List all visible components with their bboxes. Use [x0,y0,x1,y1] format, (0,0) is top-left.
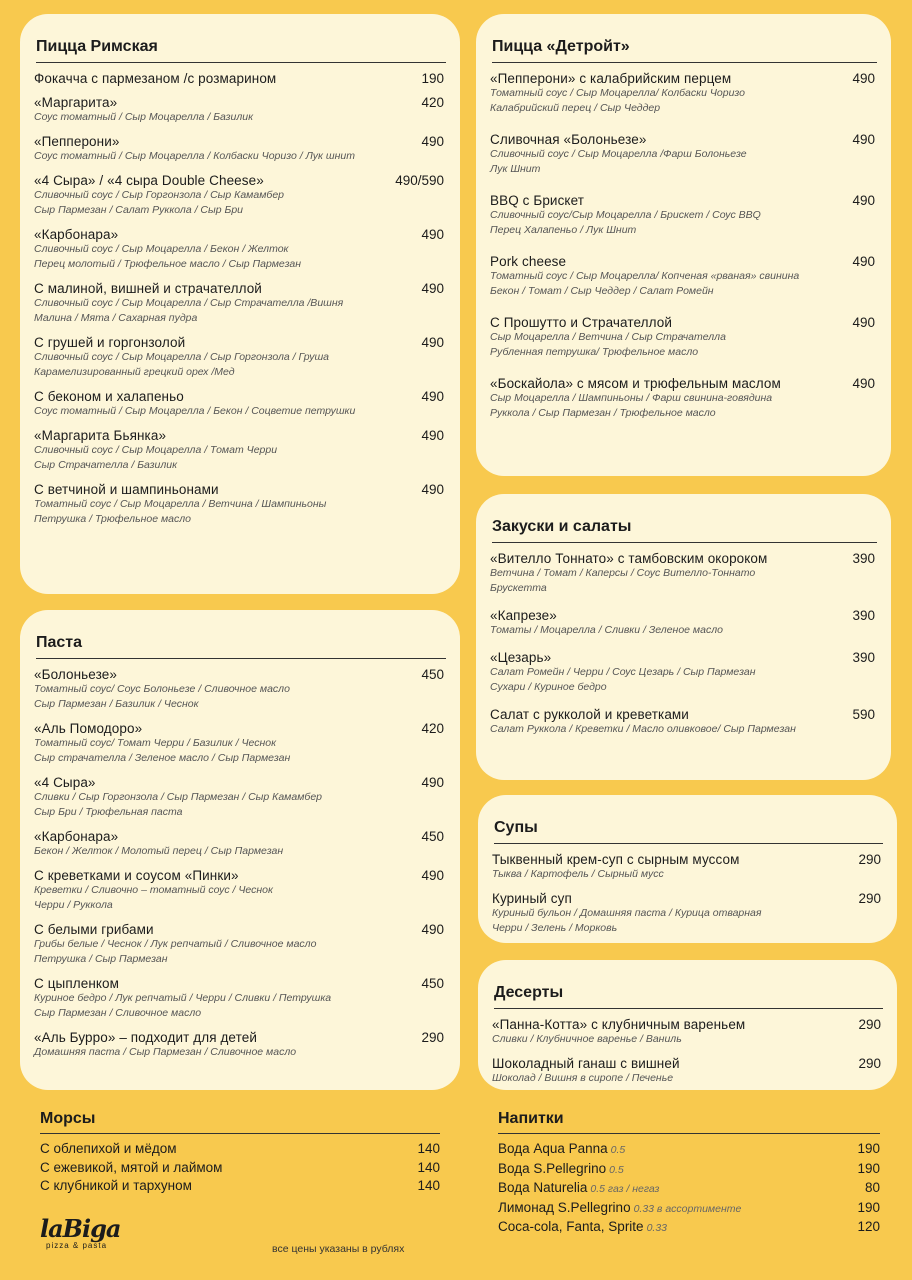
item-name: Вода S.Pellegrino [498,1160,607,1176]
morsy-section [40,1110,440,1196]
drink-item [40,1159,440,1178]
items [490,71,877,421]
item-description: Салат Руккола / Креветки / Масло оливковое/ Сыр Пармезан [490,723,796,735]
item-description: Куриный бульон / Домашняя паста / Курица отварная Черри / Зелень / Морковь [492,907,762,934]
item-price: 490 [421,428,444,443]
item-price: 490 [852,193,875,208]
menu-item [34,71,446,86]
item-price: 490 [421,335,444,350]
item-name: «Аль Помодоро» [34,721,143,736]
section-title: Супы [494,819,883,844]
item-name: «Маргарита Бьянка» [34,428,167,443]
item-name: Вода Aqua Panna [498,1141,608,1156]
item-name: «Цезарь» [490,650,552,665]
item-name: С малиной, вишней и страчателлой [34,281,262,296]
menu-item [34,173,446,218]
drink-item [40,1140,440,1159]
section-title: Напитки [498,1110,880,1134]
item-price: 390 [852,650,875,665]
item-price: 490 [852,71,875,86]
item-name: «Болоньезе» [34,667,117,682]
drink-item [40,1177,440,1196]
item-name: С беконом и халапеньо [34,389,184,404]
items [492,852,883,936]
menu-item [490,551,877,596]
item-price: 490 [852,315,875,330]
menu-item [492,1056,883,1086]
item-description: Томатный соус / Сыр Моцарелла/ Копченая «рваная» свинина Бекон / Томат / Сыр Чеддер / Салат Ромейн [490,270,800,297]
item-description: Домашняя паста / Сыр Пармезан / Сливочное масло [34,1046,297,1058]
roman-pizza-section [20,14,460,594]
item-name: Салат с рукколой и креветками [490,707,689,722]
item-price: 120 [857,1219,880,1234]
item-name: «Боскайола» с мясом и трюфельным маслом [490,376,781,391]
item-price: 140 [417,1159,440,1175]
detroit-pizza-section [476,14,891,476]
menu-item [34,389,446,419]
item-price: 490 [421,389,444,404]
menu-item [34,227,446,272]
menu-item [492,1017,883,1047]
item-name: «Пепперони» [34,134,120,149]
item-description: Соус томатный / Сыр Моцарелла / Базилик [34,111,254,123]
menu-item [490,71,877,116]
section-title: Закуски и салаты [492,518,877,543]
drink-item [498,1160,880,1180]
item-price: 490 [421,482,444,497]
menu-item [34,134,446,164]
item-price: 390 [852,551,875,566]
item-price: 490 [421,281,444,296]
item-description: Сливки / Сыр Горгонзола / Сыр Пармезан / Сыр Камамбер Сыр Бри / Трюфельная паста [34,791,323,818]
item-price: 290 [858,1017,881,1032]
item-price: 490 [421,134,444,149]
soups-section [478,795,897,943]
item-price: 190 [421,71,444,86]
item-description: Сливочный соус / Сыр Моцарелла / Томат Черри Сыр Страчателла / Базилик [34,444,278,471]
item-description: Сливочный соус / Сыр Моцарелла /Фарш Болоньезе Лук Шнит [490,148,747,175]
item-description: Сливочный соус / Сыр Моцарелла / Сыр Страчателла /Вишня Малина / Мята / Сахарная пудра [34,297,344,324]
item-description: Сыр Моцарелла / Ветчина / Сыр Страчателла Рубленная петрушка/ Трюфельное масло [490,331,726,358]
item-volume-note: 0.33 [646,1222,668,1234]
item-description: Томатный соус/ Томат Черри / Базилик / Чеснок Сыр страчателла / Зеленое масло / Сыр Пармезан [34,737,291,764]
item-name: С ежевикой, мятой и лаймом [40,1159,223,1175]
menu-item [34,721,446,766]
item-description: Томаты / Моцарелла / Сливки / Зеленое масло [490,624,723,636]
menu-item [34,428,446,473]
drinks-section [498,1110,880,1238]
item-price: 490 [852,376,875,391]
item-description: Соус томатный / Сыр Моцарелла / Бекон / Соцветие петрушки [34,405,356,417]
menu-item [490,376,877,421]
item-price: 450 [421,976,444,991]
menu-item [492,852,883,882]
drink-item [498,1179,880,1199]
item-description: Соус томатный / Сыр Моцарелла / Колбаски Чоризо / Лук шнит [34,150,355,162]
menu-item [34,281,446,326]
menu-item [492,891,883,936]
items [34,667,446,1060]
item-name: С Прошутто и Страчателлой [490,315,673,330]
items [492,1017,883,1086]
item-description: Бекон / Желток / Молотый перец / Сыр Пармезан [34,845,284,857]
section-title: Пицца Римская [36,38,446,63]
item-name: «Карбонара» [34,829,119,844]
item-volume-note: 0.5 газ / негаз [590,1183,660,1195]
item-price: 190 [857,1199,880,1215]
item-price: 490/590 [395,173,444,188]
menu-item [34,1030,446,1060]
item-price: 290 [421,1030,444,1045]
item-price: 490 [421,922,444,937]
item-name: «Карбонара» [34,227,119,242]
menu-item [490,650,877,695]
item-name: «Маргарита» [34,95,118,110]
item-price: 390 [852,608,875,623]
item-description: Креветки / Сливочно – томатный соус / Чеснок Черри / Руккола [34,884,273,911]
item-description: Сливочный соус/Сыр Моцарелла / Брискет / Соус BBQ Перец Халапеньо / Лук Шнит [490,209,761,236]
item-name: «Капрезе» [490,608,557,623]
menu-item [34,829,446,859]
menu-item [34,335,446,380]
pasta-section [20,610,460,1090]
drink-item [498,1218,880,1238]
section-title: Морсы [40,1110,440,1134]
item-price: 450 [421,829,444,844]
item-volume-note: 0.33 в ассортименте [633,1202,742,1215]
item-name: С креветками и соусом «Пинки» [34,868,239,883]
menu-item [490,193,877,238]
item-price: 140 [417,1141,440,1156]
menu-item [34,868,446,913]
snacks-section [476,494,891,780]
logo-subtitle: pizza & pasta [46,1241,108,1250]
item-name: С клубникой и тархуном [40,1178,192,1193]
item-name: Coca-cola, Fanta, Sprite [498,1219,644,1234]
item-name: Шоколадный ганаш с вишней [492,1056,680,1071]
item-name: С белыми грибами [34,922,154,937]
items [34,71,446,527]
menu-item [34,667,446,712]
item-name: С грушей и горгонзолой [34,335,186,350]
item-price: 190 [857,1160,880,1176]
item-price: 290 [858,891,881,906]
item-price: 490 [421,775,444,790]
menu-item [34,922,446,967]
item-name: Сливочная «Болоньезе» [490,132,647,147]
lines [498,1140,880,1238]
menu-item [34,95,446,125]
menu-item [490,254,877,299]
item-description: Томатный соус/ Соус Болоньезе / Сливочное масло Сыр Пармезан / Базилик / Чеснок [34,683,290,710]
item-name: «Панна-Котта» с клубничным вареньем [492,1017,746,1032]
item-price: 590 [852,707,875,722]
item-name: BBQ с Брискет [490,193,585,208]
item-description: Сыр Моцарелла / Шампиньоны / Фарш свинина-говядина Руккола / Сыр Пармезан / Трюфельное масло [490,392,773,419]
item-price: 420 [421,95,444,110]
item-description: Тыква / Картофель / Сырный мусс [492,868,664,880]
item-name: «4 Сыра» / «4 сыра Double Cheese» [34,173,264,188]
item-name: С ветчиной и шампиньонами [34,482,219,497]
menu-item [490,608,877,638]
item-name: Тыквенный крем-суп с сырным муссом [492,852,740,867]
item-name: Вода Naturelia [498,1180,588,1195]
logo [40,1214,120,1250]
item-volume-note: 0.5 [610,1144,626,1156]
menu-item [490,707,877,737]
item-volume-note: 0.5 [609,1163,624,1176]
logo-name: laBiga [40,1214,121,1243]
item-price: 490 [852,254,875,269]
item-name: «Аль Бурро» – подходит для детей [34,1030,257,1045]
items [490,551,877,737]
menu-item [34,775,446,820]
item-description: Сливочный соус / Сыр Моцарелла / Сыр Горгонзола / Груша Карамелизированный грецкий орех /Мед [34,351,330,378]
section-title: Пицца «Детройт» [492,38,877,63]
item-price: 290 [858,1056,881,1071]
item-price: 490 [421,868,444,883]
lines [40,1140,440,1196]
menu-item [34,976,446,1021]
item-description: Томатный соус / Сыр Моцарелла/ Колбаски Чоризо Калабрийский перец / Сыр Чеддер [490,87,746,114]
section-title: Паста [36,634,446,659]
item-price: 190 [857,1141,880,1156]
item-name: Фокачча с пармезаном /с розмарином [34,71,277,86]
footer-note: все цены указаны в рублях [272,1243,405,1255]
item-description: Шоколад / Вишня в сиропе / Печенье [492,1072,674,1084]
item-price: 290 [858,852,881,867]
desserts-section [478,960,897,1090]
item-name: Pork cheese [490,254,567,269]
item-description: Ветчина / Томат / Каперсы / Соус Вителло-Тоннато Брускетта [490,567,756,594]
item-description: Грибы белые / Чеснок / Лук репчатый / Сливочное масло Петрушка / Сыр Пармезан [34,938,317,965]
item-description: Сливки / Клубничное варенье / Ваниль [492,1033,682,1045]
item-name: С цыпленком [34,976,120,991]
item-price: 420 [421,721,444,736]
item-description: Сливочный соус / Сыр Горгонзола / Сыр Камамбер Сыр Пармезан / Салат Руккола / Сыр Бри [34,189,284,216]
item-price: 450 [421,667,444,682]
item-name: Лимонад S.Pellegrino [498,1199,631,1215]
item-name: Куриный суп [492,891,572,906]
item-price: 80 [864,1180,880,1195]
item-description: Сливочный соус / Сыр Моцарелла / Бекон / Желток Перец молотый / Трюфельное масло / Сыр Пармезан [34,243,302,270]
item-price: 140 [417,1178,440,1193]
item-name: «Вителло Тоннато» с тамбовским окороком [490,551,768,566]
item-description: Томатный соус / Сыр Моцарелла / Ветчина / Шампиньоны Петрушка / Трюфельное масло [34,498,327,525]
item-price: 490 [421,227,444,242]
menu-item [490,132,877,177]
section-title: Десерты [494,984,883,1009]
menu-item [490,315,877,360]
menu-item [34,482,446,527]
item-name: «Пепперони» с калабрийским перцем [490,71,732,86]
item-description: Салат Ромейн / Черри / Соус Цезарь / Сыр Пармезан Сухари / Куриное бедро [490,666,756,693]
item-name: С облепихой и мёдом [40,1141,177,1156]
drink-item [498,1140,880,1160]
item-description: Куриное бедро / Лук репчатый / Черри / Сливки / Петрушка Сыр Пармезан / Сливочное масло [34,992,332,1019]
item-price: 490 [852,132,875,147]
drink-item [498,1199,880,1219]
item-name: «4 Сыра» [34,775,96,790]
